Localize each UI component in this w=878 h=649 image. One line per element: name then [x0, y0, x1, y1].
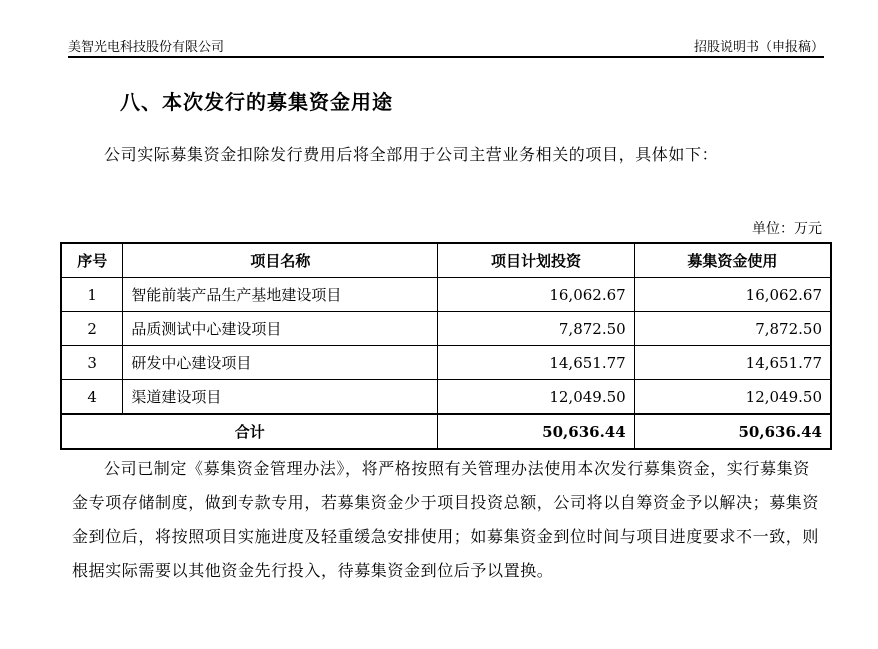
intro-text: 公司实际募集资金扣除发行费用后将全部用于公司主营业务相关的项目，具体如下：	[104, 145, 719, 164]
table-total-row	[61, 414, 831, 449]
row-fund-use: 16,062.67	[634, 278, 831, 312]
row-planned-investment: 12,049.50	[438, 380, 634, 415]
table-row	[61, 278, 831, 312]
section-title: 八、本次发行的募集资金用途	[120, 90, 393, 114]
header-index: 序号	[61, 243, 123, 278]
company-name: 美智光电科技股份有限公司	[68, 40, 225, 55]
row-project-name: 渠道建设项目	[123, 380, 438, 415]
row-fund-use: 12,049.50	[634, 380, 831, 415]
table-row	[61, 346, 831, 380]
total-fund-use: 50,636.44	[634, 414, 831, 449]
row-fund-use: 7,872.50	[634, 312, 831, 346]
table-header-row	[61, 243, 831, 278]
fund-use-table	[60, 242, 832, 450]
row-index: 4	[61, 380, 123, 415]
header-planned-investment: 项目计划投资	[438, 243, 634, 278]
row-index: 1	[61, 278, 123, 312]
intro-paragraph	[72, 138, 824, 172]
unit-label: 单位：万元	[752, 221, 822, 237]
row-fund-use: 14,651.77	[634, 346, 831, 380]
row-planned-investment: 16,062.67	[438, 278, 634, 312]
header-fund-use: 募集资金使用	[634, 243, 831, 278]
total-planned-investment: 50,636.44	[438, 414, 634, 449]
table-row	[61, 380, 831, 415]
row-project-name: 品质测试中心建设项目	[123, 312, 438, 346]
row-project-name: 研发中心建设项目	[123, 346, 438, 380]
row-planned-investment: 7,872.50	[438, 312, 634, 346]
document-name: 招股说明书（申报稿）	[693, 40, 824, 55]
row-index: 2	[61, 312, 123, 346]
closing-text: 公司已制定《募集资金管理办法》，将严格按照有关管理办法使用本次发行募集资金，实行募集资金专项存储制度，做到专款专用，若募集资金少于项目投资总额，公司将以自筹资金予以解决；募集资金到位后，将按照项目实施进度及轻重缓急安排使用；如募集资金到位时间与项目进度要求不一致，则根据实际需要以其他资金先行投入，待募集资金到位后予以置换。	[72, 459, 820, 580]
page-header	[68, 32, 824, 58]
header-project-name: 项目名称	[123, 243, 438, 278]
row-index: 3	[61, 346, 123, 380]
total-label: 合计	[61, 414, 438, 449]
closing-paragraph	[72, 452, 824, 588]
table-row	[61, 312, 831, 346]
row-planned-investment: 14,651.77	[438, 346, 634, 380]
row-project-name: 智能前装产品生产基地建设项目	[123, 278, 438, 312]
